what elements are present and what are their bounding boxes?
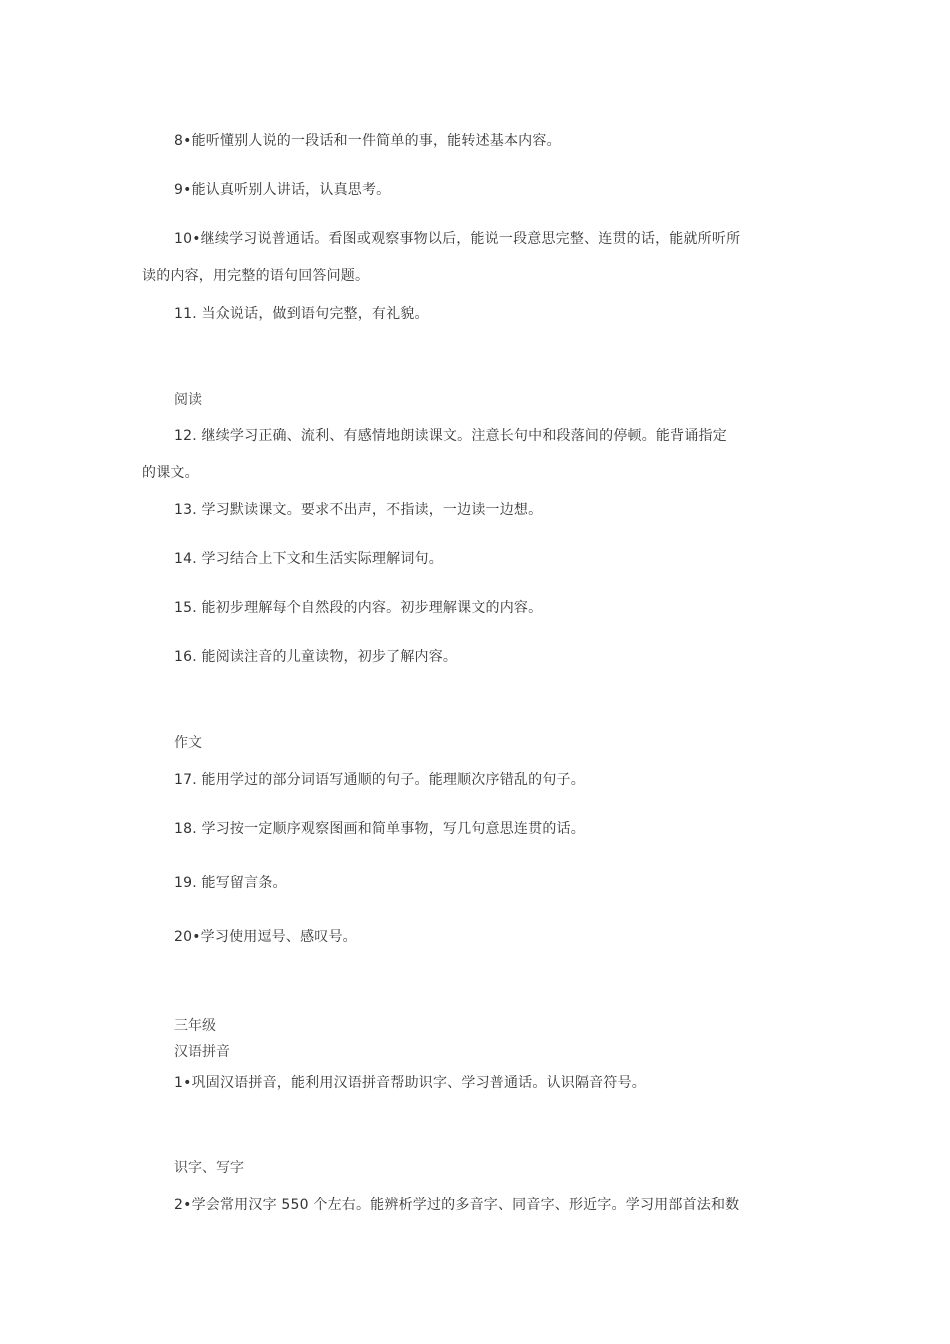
item-10-line-2: 读的内容，用完整的语句回答问题。 <box>142 268 370 284</box>
item-15: 15. 能初步理解每个自然段的内容。初步理解课文的内容。 <box>174 600 543 616</box>
section-heading-reading: 阅读 <box>174 392 202 408</box>
section-heading-pinyin: 汉语拼音 <box>174 1044 230 1060</box>
item-13: 13. 学习默读课文。要求不出声，不指读，一边读一边想。 <box>174 502 543 518</box>
section-heading-literacy: 识字、写字 <box>174 1160 244 1176</box>
item-16: 16. 能阅读注音的儿童读物，初步了解内容。 <box>174 649 458 665</box>
item-14: 14. 学习结合上下文和生活实际理解词句。 <box>174 551 443 567</box>
grade-3-item-2: 2•学会常用汉字 550 个左右。能辨析学过的多音字、同音字、形近字。学习用部首法和数 <box>174 1197 740 1213</box>
section-heading-writing: 作文 <box>174 735 202 751</box>
item-12-line-2: 的课文。 <box>142 465 199 481</box>
item-19: 19. 能写留言条。 <box>174 875 287 891</box>
item-20: 20•学习使用逗号、感叹号。 <box>174 929 357 945</box>
item-18: 18. 学习按一定顺序观察图画和简单事物，写几句意思连贯的话。 <box>174 821 585 837</box>
item-12-line-1: 12. 继续学习正确、流利、有感情地朗读课文。注意长句中和段落间的停顿。能背诵指定 <box>174 428 727 444</box>
item-17: 17. 能用学过的部分词语写通顺的句子。能理顺次序错乱的句子。 <box>174 772 585 788</box>
grade-3-item-1: 1•巩固汉语拼音，能利用汉语拼音帮助识字、学习普通话。认识隔音符号。 <box>174 1075 646 1091</box>
item-10-line-1: 10•继续学习说普通话。看图或观察事物以后，能说一段意思完整、连贯的话，能就所听所 <box>174 231 741 247</box>
item-8: 8•能听懂别人说的一段话和一件简单的事，能转述基本内容。 <box>174 133 561 149</box>
item-11: 11. 当众说话，做到语句完整，有礼貌。 <box>174 306 429 322</box>
section-heading-grade-3: 三年级 <box>174 1018 216 1034</box>
item-9: 9•能认真听别人讲话，认真思考。 <box>174 182 391 198</box>
